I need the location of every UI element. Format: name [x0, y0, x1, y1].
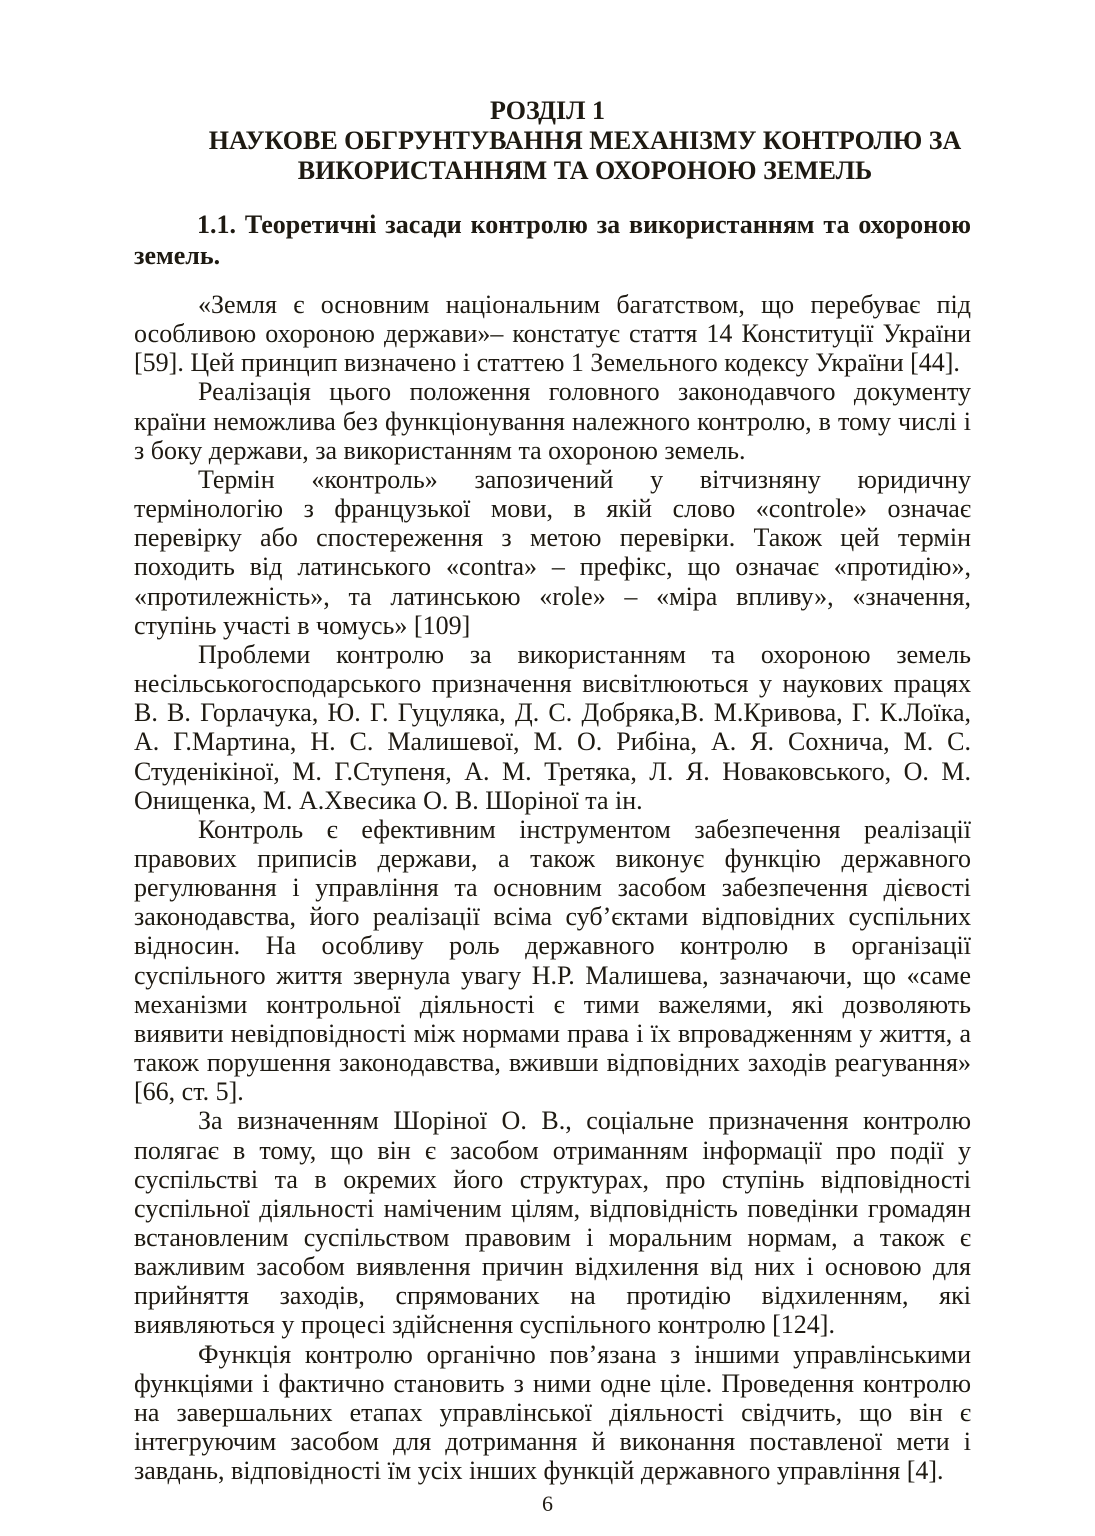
paragraph: Контроль є ефективним інструментом забезпечення реалізації правових приписів держави, а також виконує функцію державного регулювання і управління та основним засобом забезпечення дієвості законодавства, його реалізації всіма суб’єктами відповідних суспільних відносин. На особливу роль державного контролю в організації суспільного життя звернула увагу Н.Р. Малишева, зазначаючи, що «саме механізми контрольної діяльності є тими важелями, які дозволяють виявити невідповідності між нормами права і їх впровадженням у життя, а також порушення законодавства, вживши відповідних заходів реагування» [66, ст. 5]. — [134, 814, 971, 1107]
section-heading — [134, 209, 971, 271]
chapter-title: НАУКОВЕ ОБГРУНТУВАННЯ МЕХАНІЗМУ КОНТРОЛЮ ЗА ВИКОРИСТАННЯМ ТА ОХОРОНОЮ ЗЕМЕЛЬ — [208, 126, 962, 185]
paragraph: Проблеми контролю за використанням та охороною земель несільськогосподарського призначення висвітлюються у наукових працях В. В. Горлачука, Ю. Г. Гуцуляка, Д. С. Добряка,В. М.Кривова, Г. К.Лоїка, А. Г.Мартина, Н. С. Малишевої, М. О. Рибіна, А. Я. Сохнича, М. С. Студенікіної, М. Г.Ступеня, А. М. Третяка, Л. Я. Новаковського, О. М. Онищенка, М. А.Хвесика О. В. Шоріної та ін. — [134, 639, 971, 815]
paragraph: Функція контролю органічно пов’язана з іншими управлінськими функціями і фактично становить з ними одне ціле. Проведення контролю на завершальних етапах управлінської діяльності свідчить, що він є інтегруючим засобом для дотримання й виконання поставленої мети і завдань, відповідності їм усіх інших функцій державного управління [4]. — [134, 1339, 971, 1486]
page-number: 6 — [542, 1491, 553, 1516]
paragraph: Термін «контроль» запозичений у вітчизняну юридичну термінологію з французької мови, в якій слово «controle» означає перевірку або спостереження з метою перевірки. Також цей термін походить від латинського «contra» – префікс, що означає «протидію», «протилежність», та латинською «role» – «міра впливу», «значення, ступінь участі в чомусь» [109] — [134, 464, 971, 640]
paragraph: За визначенням Шоріної О. В., соціальне призначення контролю полягає в тому, що він є засобом отриманням інформації про події у суспільстві та в окремих його структурах, про ступінь відповідності суспільної діяльності наміченим цілям, відповідність поведінки громадян встановленим суспільством правовим і моральним нормам, а також є важливим засобом виявлення причин відхилення від них і основою для прийняття заходів, спрямованих на протидію відхиленням, які виявляються у процесі здійснення суспільного контролю [124]. — [134, 1106, 971, 1340]
section-title: Теоретичні засади контролю за використанням та охороною земель. — [134, 210, 972, 270]
section-number: 1.1. — [197, 210, 236, 239]
paragraph: «Земля є основним національним багатством, що перебуває під особливою охороною держави»– констатує стаття 14 Конституції України [59]. Цей принцип визначено і статтею 1 Земельного кодексу України [44]. — [134, 290, 971, 378]
paragraph: Реалізація цього положення головного законодавчого документу країни неможлива без функціонування належного контролю, в тому числі і з боку держави, за використанням та охороною земель. — [134, 377, 971, 465]
body-text — [134, 290, 971, 1485]
chapter-label: РОЗДІЛ 1 — [490, 96, 605, 125]
